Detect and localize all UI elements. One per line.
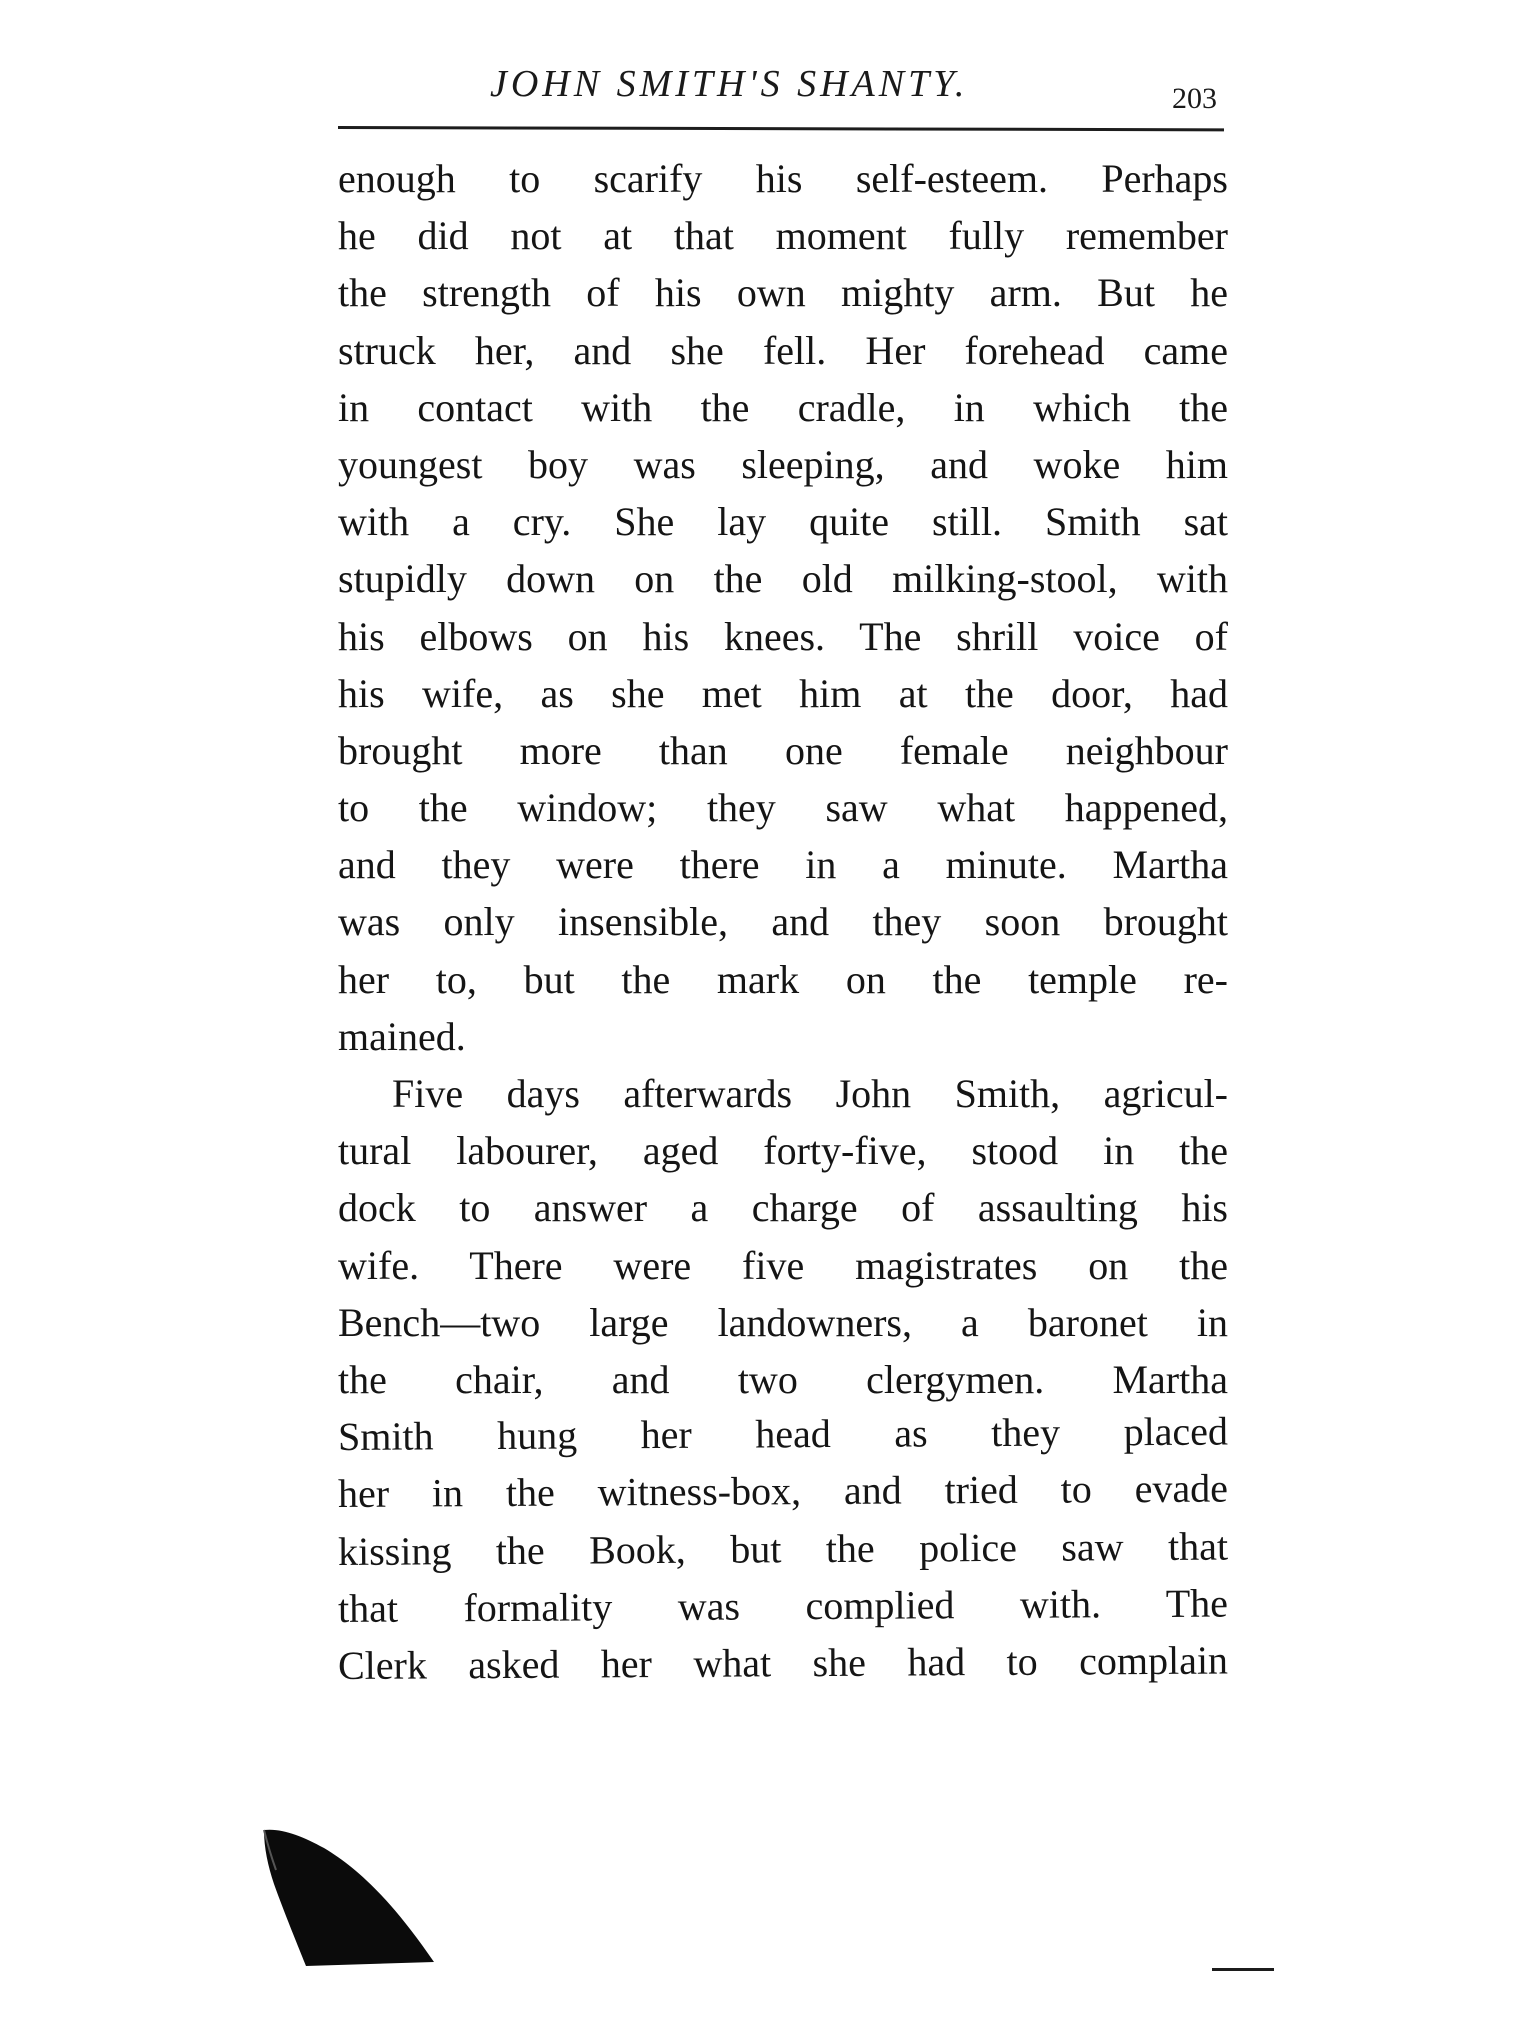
text-line: the strength of his own mighty arm. But he — [338, 270, 1228, 316]
text-line: in contact with the cradle, in which the — [338, 384, 1228, 430]
text-line: kissing the Book, but the police saw that — [337, 1523, 1229, 1574]
text-line: his wife, as she met him at the door, had — [338, 670, 1228, 716]
body-text — [338, 150, 1228, 1694]
text-line: he did not at that moment fully remember — [338, 213, 1228, 259]
text-line: Smith hung her head as they placed — [337, 1408, 1229, 1460]
header-rule — [338, 126, 1224, 131]
text-line: enough to scarify his self-esteem. Perhaps — [338, 156, 1228, 201]
paragraph-end-line: mained. — [338, 1013, 466, 1059]
text-line: her to, but the mark on the temple re- — [338, 956, 1228, 1002]
text-line: her in the witness-box, and tried to evade — [337, 1465, 1229, 1517]
running-title: JOHN SMITH'S SHANTY. — [490, 63, 969, 105]
text-line: stupidly down on the old milking-stool, with — [338, 556, 1228, 602]
paragraph-start-line: Five days afterwards John Smith, agricul- — [392, 1071, 1228, 1116]
text-line: wife. There were five magistrates on the — [338, 1242, 1228, 1288]
text-line: that formality was complied with. The — [337, 1580, 1229, 1631]
text-line: the chair, and two clergymen. Martha — [338, 1356, 1228, 1402]
text-line: tural labourer, aged forty-five, stood in the — [338, 1128, 1228, 1174]
scan-shadow-mark — [262, 1826, 437, 1966]
text-line: and they were there in a minute. Martha — [338, 842, 1228, 888]
text-line: dock to answer a charge of assaulting his — [338, 1185, 1228, 1231]
text-line: brought more than one female neighbour — [338, 727, 1228, 773]
text-line: youngest boy was sleeping, and woke him — [338, 441, 1228, 487]
text-line: Bench—two large landowners, a baronet in — [338, 1299, 1228, 1345]
page-number: 203 — [1172, 82, 1217, 115]
footer-dash — [1212, 1968, 1274, 1971]
text-line: Clerk asked her what she had to complain — [337, 1637, 1229, 1688]
text-line: was only insensible, and they soon brought — [338, 899, 1228, 945]
text-line: his elbows on his knees. The shrill voice of — [338, 613, 1228, 659]
text-line: struck her, and she fell. Her forehead came — [338, 327, 1228, 373]
text-line: with a cry. She lay quite still. Smith sat — [338, 499, 1228, 545]
running-head — [0, 62, 1516, 122]
text-line: to the window; they saw what happened, — [338, 785, 1228, 831]
